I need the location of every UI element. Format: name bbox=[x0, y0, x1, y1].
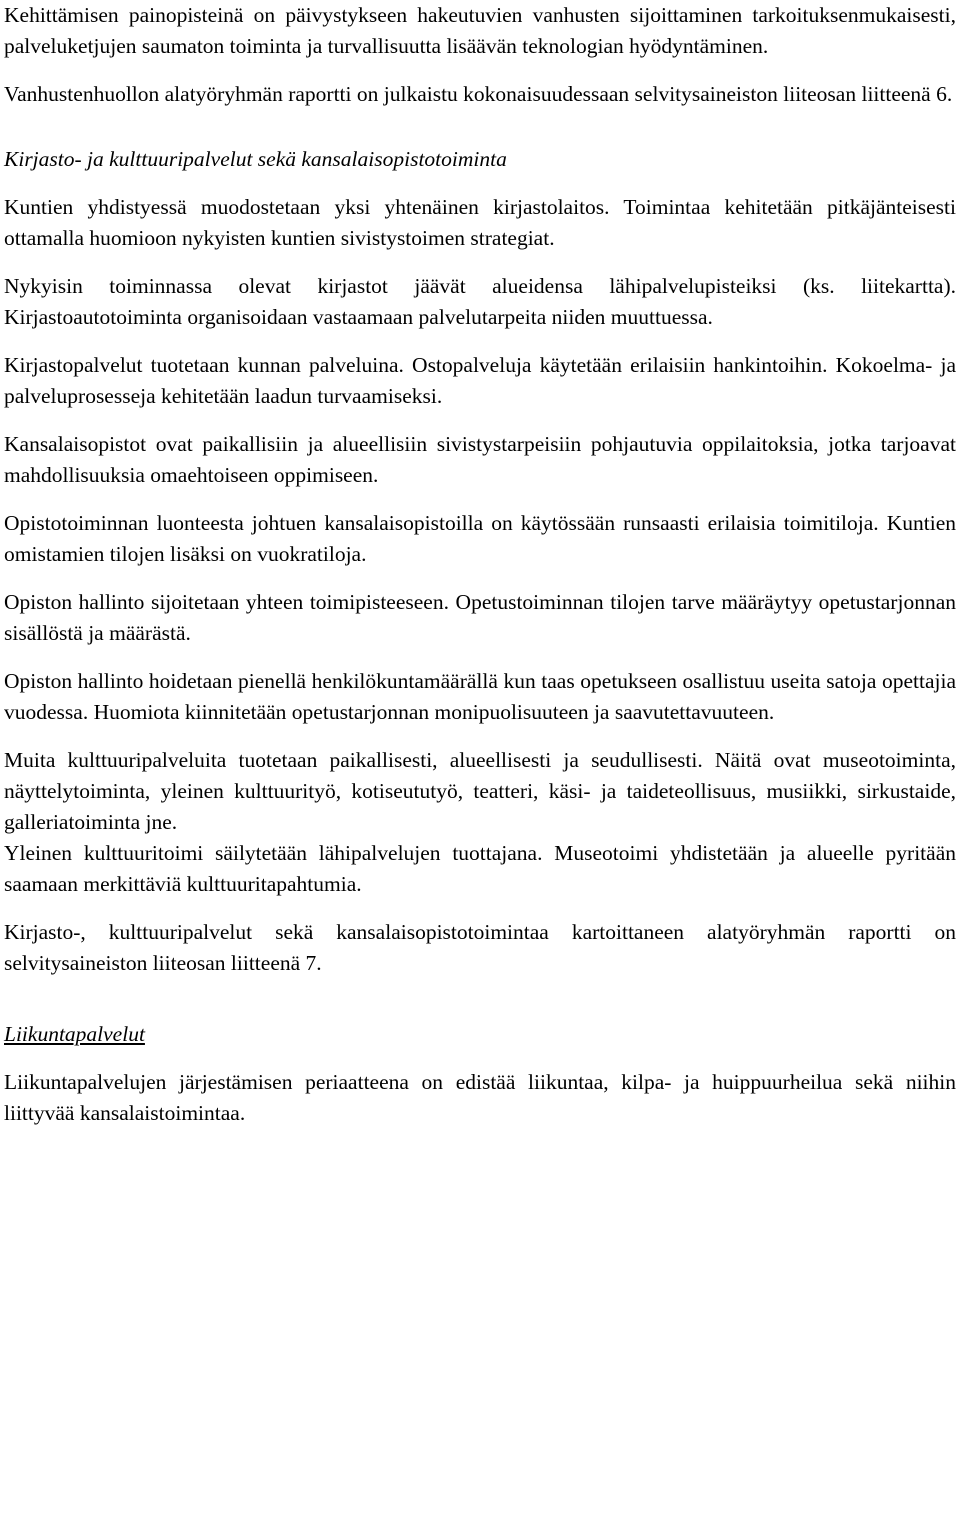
paragraph-education-premises: Opistotoiminnan luonteesta johtuen kansalaisopistoilla on käytössään runsaasti erilaisia toimitiloja. Kuntien omistamien tilojen lisäksi on vuokratiloja. bbox=[4, 511, 956, 566]
paragraph-administration-staff: Opiston hallinto hoidetaan pienellä henkilökuntamäärällä kun taas opetukseen osallistuu useita satoja opettajia vuodessa. Huomiota kiinnitetään opetustarjonnan monipuolisuuteen ja saavutettavuuteen. bbox=[4, 669, 956, 724]
paragraph-library-services: Kirjastopalvelut tuotetaan kunnan palveluina. Ostopalveluja käytetään erilaisiin hankintoihin. Kokoelma- ja palveluprosesseja kehitetään laadun turvaamiseksi. bbox=[4, 353, 956, 408]
paragraph-general-culture: Yleinen kulttuuritoimi säilytetään lähipalvelujen tuottajana. Museotoimi yhdistetään ja alueelle pyritään saamaan merkittäviä kulttuuritapahtumia. bbox=[4, 841, 956, 896]
paragraph-library-service-points: Nykyisin toiminnassa olevat kirjastot jäävät alueidensa lähipalvelupisteiksi (ks. liitekartta). Kirjastoautotoiminta organisoidaan vastaamaan palvelutarpeita niiden muuttuessa. bbox=[4, 274, 956, 329]
paragraph-sports-principles: Liikuntapalvelujen järjestämisen periaatteena on edistää liikuntaa, kilpa- ja huippuurheilua sekä niihin liittyvää kansalaistoimintaa. bbox=[4, 1070, 956, 1125]
section-heading-sports-services: Liikuntapalvelut bbox=[4, 1022, 145, 1046]
section-heading-library-culture: Kirjasto- ja kulttuuripalvelut sekä kansalaisopistotoiminta bbox=[4, 147, 507, 171]
paragraph-adult-education-centres: Kansalaisopistot ovat paikallisiin ja alueellisiin sivistystarpeisiin pohjautuvia oppilaitoksia, jotka tarjoavat mahdollisuuksia omaehtoiseen oppimiseen. bbox=[4, 432, 956, 487]
paragraph-elderly-care-report: Vanhustenhuollon alatyöryhmän raportti on julkaistu kokonaisuudessaan selvitysaineiston liiteosan liitteenä 6. bbox=[4, 82, 953, 106]
paragraph-culture-report: Kirjasto-, kulttuuripalvelut sekä kansalaisopistotoimintaa kartoittaneen alatyöryhmän raportti on selvitysaineiston liiteosan liitteenä 7. bbox=[4, 920, 956, 975]
paragraph-administration-location: Opiston hallinto sijoitetaan yhteen toimipisteeseen. Opetustoiminnan tilojen tarve määräytyy opetustarjonnan sisällöstä ja määrästä. bbox=[4, 590, 956, 645]
paragraph-development-priorities: Kehittämisen painopisteinä on päivystykseen hakeutuvien vanhusten sijoittaminen tarkoituksenmukaisesti, palveluketjujen saumaton toiminta ja turvallisuutta lisäävän teknologian hyödyntäminen. bbox=[4, 3, 956, 58]
paragraph-other-culture-services: Muita kulttuuripalveluita tuotetaan paikallisesti, alueellisesti ja seudullisesti. Näitä ovat museotoiminta, näyttelytoiminta, yleinen kulttuurityö, kotiseututyö, teatteri, käsi- ja taideteollisuus, musiikki, sirkustaide, galleriatoiminta jne. bbox=[4, 748, 956, 834]
document-page bbox=[4, 0, 956, 1129]
paragraph-library-merger: Kuntien yhdistyessä muodostetaan yksi yhtenäinen kirjastolaitos. Toimintaa kehitetään pitkäjänteisesti ottamalla huomioon nykyisten kuntien sivistystoimen strategiat. bbox=[4, 195, 956, 250]
